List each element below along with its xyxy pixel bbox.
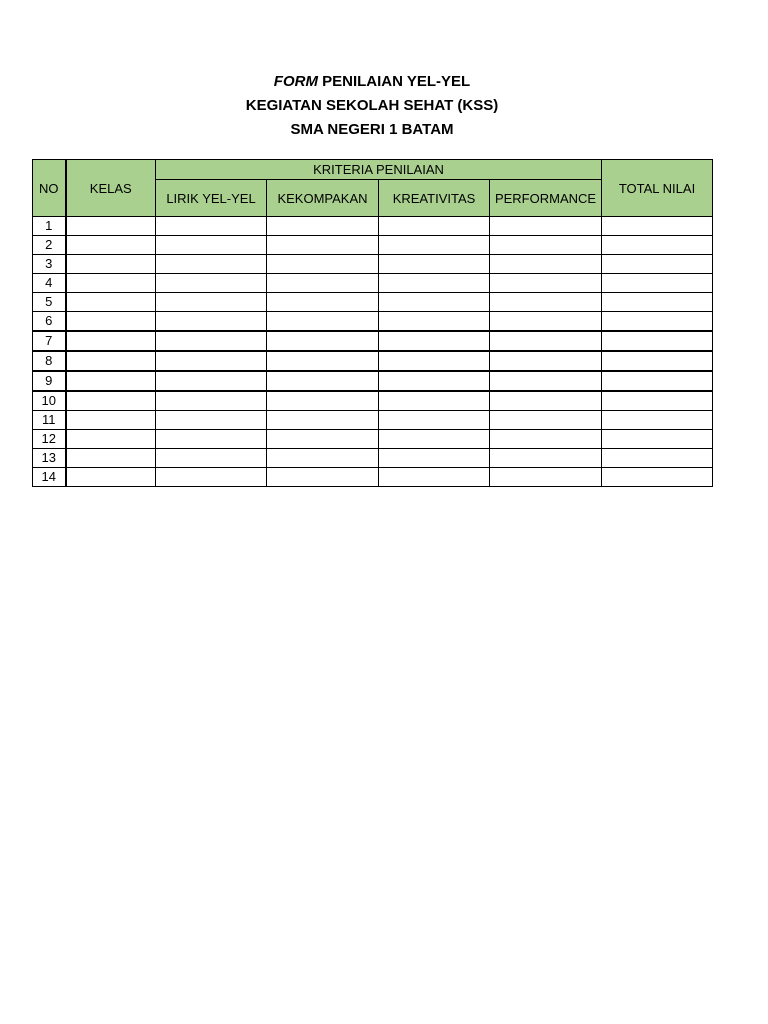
- table-row: [33, 312, 713, 332]
- cell-total-nilai: [602, 371, 713, 391]
- cell-total-nilai: [602, 312, 713, 332]
- header-kriteria: KRITERIA PENILAIAN: [156, 160, 602, 180]
- cell-kreativitas: [379, 312, 490, 332]
- cell-performance: [490, 449, 602, 468]
- cell-lirik-yel-yel: [156, 449, 267, 468]
- cell-kelas: [66, 391, 156, 411]
- table-row: [33, 331, 713, 351]
- header-criteria-lirik: LIRIK YEL-YEL: [156, 180, 267, 217]
- cell-kekompakan: [267, 351, 379, 371]
- row-number: 8: [33, 351, 66, 371]
- cell-total-nilai: [602, 236, 713, 255]
- cell-performance: [490, 217, 602, 236]
- cell-kelas: [66, 255, 156, 274]
- cell-kreativitas: [379, 391, 490, 411]
- cell-performance: [490, 312, 602, 332]
- cell-kekompakan: [267, 449, 379, 468]
- cell-kreativitas: [379, 331, 490, 351]
- cell-lirik-yel-yel: [156, 468, 267, 487]
- cell-kelas: [66, 312, 156, 332]
- cell-kekompakan: [267, 391, 379, 411]
- cell-kreativitas: [379, 217, 490, 236]
- cell-kekompakan: [267, 312, 379, 332]
- row-number: 5: [33, 293, 66, 312]
- cell-lirik-yel-yel: [156, 312, 267, 332]
- form-title-rest: PENILAIAN YEL-YEL: [317, 73, 471, 90]
- cell-lirik-yel-yel: [156, 371, 267, 391]
- cell-kreativitas: [379, 449, 490, 468]
- table-row: [33, 351, 713, 371]
- row-number: 2: [33, 236, 66, 255]
- cell-performance: [490, 430, 602, 449]
- cell-total-nilai: [602, 351, 713, 371]
- table-row: [33, 449, 713, 468]
- cell-lirik-yel-yel: [156, 293, 267, 312]
- cell-performance: [490, 391, 602, 411]
- cell-lirik-yel-yel: [156, 331, 267, 351]
- cell-kreativitas: [379, 236, 490, 255]
- table-row: [33, 217, 713, 236]
- cell-kelas: [66, 331, 156, 351]
- cell-kreativitas: [379, 430, 490, 449]
- table-row: [33, 468, 713, 487]
- cell-total-nilai: [602, 430, 713, 449]
- cell-kelas: [66, 430, 156, 449]
- cell-performance: [490, 468, 602, 487]
- cell-kekompakan: [267, 411, 379, 430]
- cell-lirik-yel-yel: [156, 217, 267, 236]
- cell-kekompakan: [267, 293, 379, 312]
- row-number: 7: [33, 331, 66, 351]
- table-body: [33, 217, 713, 487]
- row-number: 10: [33, 391, 66, 411]
- cell-performance: [490, 255, 602, 274]
- header-criteria-kreativitas: KREATIVITAS: [379, 180, 490, 217]
- form-subtitle-event: KEGIATAN SEKOLAH SEHAT (KSS): [245, 97, 499, 114]
- cell-lirik-yel-yel: [156, 274, 267, 293]
- cell-kreativitas: [379, 293, 490, 312]
- cell-performance: [490, 274, 602, 293]
- row-number: 14: [33, 468, 66, 487]
- cell-lirik-yel-yel: [156, 411, 267, 430]
- row-number: 12: [33, 430, 66, 449]
- table-row: [33, 411, 713, 430]
- cell-kreativitas: [379, 351, 490, 371]
- form-title: [0, 70, 744, 94]
- cell-total-nilai: [602, 331, 713, 351]
- table-row: [33, 391, 713, 411]
- form-subtitle-school: SMA NEGERI 1 BATAM: [290, 121, 454, 138]
- cell-kelas: [66, 371, 156, 391]
- cell-kreativitas: [379, 255, 490, 274]
- cell-performance: [490, 371, 602, 391]
- header-criteria-performance: PERFORMANCE: [490, 180, 602, 217]
- cell-kekompakan: [267, 217, 379, 236]
- cell-kekompakan: [267, 236, 379, 255]
- form-title-block: [0, 70, 744, 142]
- cell-kekompakan: [267, 468, 379, 487]
- cell-kelas: [66, 236, 156, 255]
- cell-total-nilai: [602, 391, 713, 411]
- cell-kreativitas: [379, 274, 490, 293]
- row-number: 11: [33, 411, 66, 430]
- cell-performance: [490, 411, 602, 430]
- cell-total-nilai: [602, 411, 713, 430]
- cell-kekompakan: [267, 331, 379, 351]
- table-row: [33, 430, 713, 449]
- header-criteria-kekompakan: KEKOMPAKAN: [267, 180, 379, 217]
- cell-lirik-yel-yel: [156, 430, 267, 449]
- row-number: 3: [33, 255, 66, 274]
- table-row: [33, 293, 713, 312]
- cell-performance: [490, 236, 602, 255]
- table-row: [33, 371, 713, 391]
- cell-kelas: [66, 351, 156, 371]
- cell-kekompakan: [267, 255, 379, 274]
- cell-kelas: [66, 411, 156, 430]
- cell-lirik-yel-yel: [156, 236, 267, 255]
- cell-total-nilai: [602, 468, 713, 487]
- cell-kekompakan: [267, 274, 379, 293]
- table-row: [33, 255, 713, 274]
- cell-kekompakan: [267, 430, 379, 449]
- cell-kelas: [66, 274, 156, 293]
- cell-kelas: [66, 449, 156, 468]
- table-row: [33, 274, 713, 293]
- cell-kelas: [66, 293, 156, 312]
- cell-total-nilai: [602, 449, 713, 468]
- row-number: 1: [33, 217, 66, 236]
- cell-total-nilai: [602, 293, 713, 312]
- cell-kelas: [66, 217, 156, 236]
- row-number: 13: [33, 449, 66, 468]
- cell-kreativitas: [379, 468, 490, 487]
- cell-lirik-yel-yel: [156, 391, 267, 411]
- cell-total-nilai: [602, 274, 713, 293]
- header-no: NO: [33, 160, 66, 217]
- row-number: 6: [33, 312, 66, 332]
- cell-performance: [490, 293, 602, 312]
- table-header: [33, 160, 713, 217]
- assessment-table: [32, 159, 713, 487]
- cell-performance: [490, 351, 602, 371]
- cell-total-nilai: [602, 217, 713, 236]
- row-number: 4: [33, 274, 66, 293]
- cell-lirik-yel-yel: [156, 255, 267, 274]
- cell-kelas: [66, 468, 156, 487]
- header-kelas: KELAS: [66, 160, 156, 217]
- header-total-nilai: TOTAL NILAI: [602, 160, 713, 217]
- cell-kreativitas: [379, 411, 490, 430]
- cell-lirik-yel-yel: [156, 351, 267, 371]
- cell-total-nilai: [602, 255, 713, 274]
- row-number: 9: [33, 371, 66, 391]
- cell-performance: [490, 331, 602, 351]
- cell-kekompakan: [267, 371, 379, 391]
- cell-kreativitas: [379, 371, 490, 391]
- table-row: [33, 236, 713, 255]
- form-title-italic: FORM: [273, 73, 318, 90]
